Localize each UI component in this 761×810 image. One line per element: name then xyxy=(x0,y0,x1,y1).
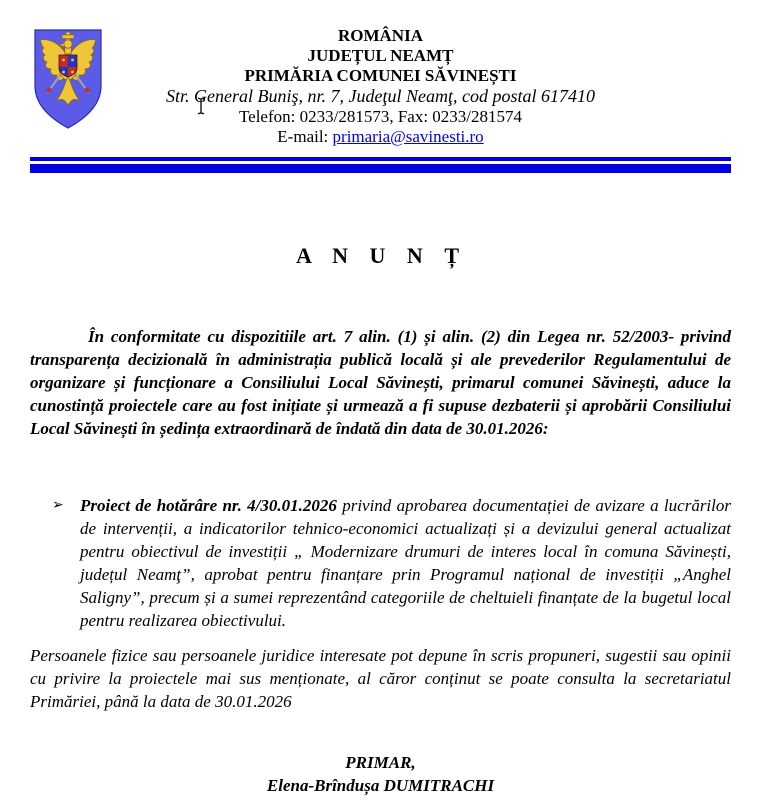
coat-of-arms-icon xyxy=(32,28,104,134)
signature-name: Elena-Brîndușa DUMITRACHI xyxy=(266,776,495,795)
address-line: Str. General Buniş, nr. 7, Judeţul Neamţ, cod postal 617410 xyxy=(166,86,595,106)
intro-paragraph: În conformitate cu dispozitiile art. 7 alin. (1) și alin. (2) din Legea nr. 52/2003- privind transparența decizională în administrația publică locală și ale prevederilor Regulamentului de organizare și funcționare a Consiliului Local Săvinești, primarul comunei Săvinești, aduce la cunostință proiectele care au fost inițiate și urmează a fi supuse dezbaterii și aprobării Consiliului Local Săvinești în ședința extraordinară de îndată din data de 30.01.2026: xyxy=(30,327,731,438)
list-item xyxy=(52,494,731,632)
email-line xyxy=(166,127,595,147)
email-label: E-mail: xyxy=(277,127,333,146)
county-name: JUDEȚUL NEAMȚ xyxy=(307,46,454,65)
email-link[interactable]: primaria@savinesti.ro xyxy=(332,127,484,146)
country-name: ROMÂNIA xyxy=(337,26,423,45)
signature-block xyxy=(30,751,731,797)
signature-role: PRIMAR, xyxy=(345,753,416,772)
divider-rule-thin xyxy=(30,157,731,161)
coat-of-arms-romania xyxy=(32,28,104,134)
divider-rule-thick xyxy=(30,164,731,173)
list-item-lead: Proiect de hotărâre nr. 4/30.01.2026 xyxy=(80,496,337,515)
phone-fax-line: Telefon: 0233/281573, Fax: 0233/281574 xyxy=(238,107,523,126)
arrow-bullet-icon: ➢ xyxy=(52,498,64,513)
letterhead-text xyxy=(166,26,595,147)
letterhead xyxy=(30,26,731,147)
institution-name: PRIMĂRIA COMUNEI SĂVINEȘTI xyxy=(244,66,517,85)
list-item-text xyxy=(80,494,731,632)
closing-paragraph: Persoanele fizice sau persoanele juridice interesate pot depune în scris propuneri, sugestii sau opinii cu privire la proiectele mai sus menționate, al căror conținut se poate consulta la secretariatul Primăriei, până la data de 30.01.2026 xyxy=(30,646,731,711)
text-cursor-icon xyxy=(196,96,206,116)
page-title: A N U N Ț xyxy=(295,243,465,268)
list-item-body: privind aprobarea documentației de avizare a lucrărilor de intervenții, a indicatorilor tehnico-economici actualizați și a devizului general actualizat pentru obiectivul de investiții „ Modernizare drumuri de interes local în comuna Săvinești, județul Neamţ”, aprobat pentru finanțare prin Programul național de investiții „Anghel Saligny”, precum și a sumei reprezentând categoriile de cheltuieli finanțate de la bugetul local pentru realizarea obiectivului. xyxy=(80,496,731,630)
